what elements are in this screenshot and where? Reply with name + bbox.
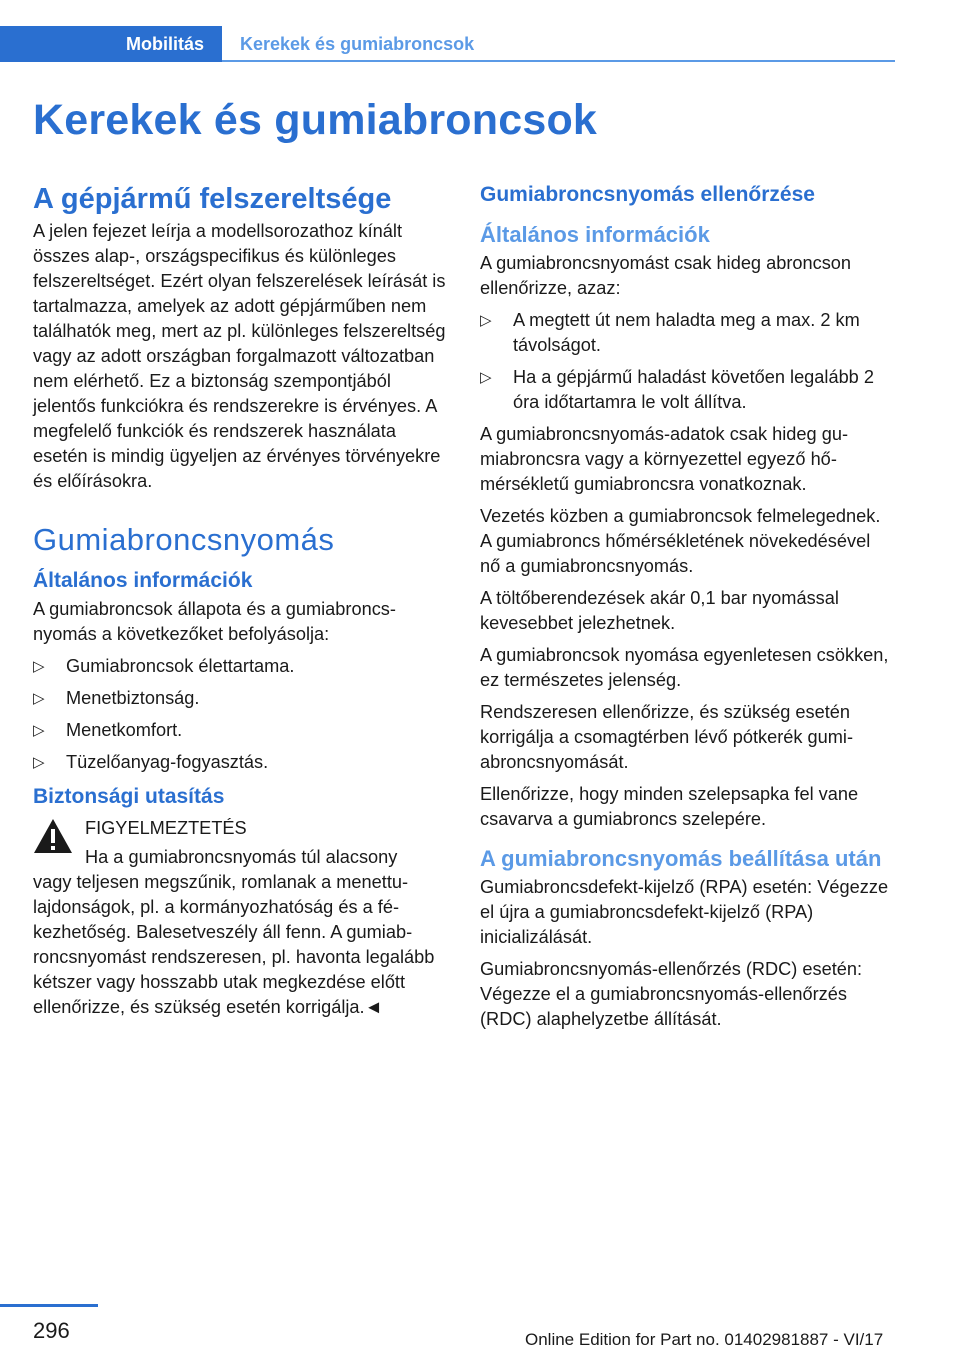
bullet-triangle-icon: ▷: [33, 657, 45, 675]
list-item: [33, 750, 448, 775]
warning-title: FIGYELMEZTETÉS: [85, 818, 247, 839]
warning-text: vagy teljesen megszűnik, romlanak a menettulajdonságok, pl. a kormányozhatóság és a fékezhetőség. Balesetveszély áll fenn. A gumiabroncsnyomást rendszeresen, pl. havonta legalább kétszer vagy hosszabb utak megkezdése előtt ellenőrizze, és szükség esetén korrigálja.◄: [33, 872, 435, 1018]
list-item-text: Tüzelőanyag-fogyasztás.: [66, 751, 269, 772]
bullet-triangle-icon: ▷: [33, 689, 45, 707]
list-item-text: Ha a gépjármű haladást követően legalább 2 óra időtartamra le volt állítva.: [513, 367, 874, 413]
left-column: [33, 180, 448, 1027]
list-item-text: A megtett út nem haladta meg a max. 2 km távolságot.: [513, 310, 860, 356]
paragraph: A töltőberendezések akár 0,1 bar nyomással kevesebbet jelezhetnek.: [480, 588, 839, 634]
list-item-text: Gumiabroncsok élettartama.: [66, 655, 295, 676]
bullet-triangle-icon: ▷: [480, 369, 492, 387]
condition-list: [480, 308, 895, 415]
factor-list: [33, 654, 448, 775]
equipment-heading: A gépjármű felszereltsége: [33, 183, 392, 215]
equipment-text: A jelen fejezet leírja a modellsorozathoz kínált összes alap-, országspecifikus és különleges felszereltséget. Ezért olyan felszerelések leírását is tartalmazza, amelyek az adott gépjárműben nem találhatók meg, mert az pl. különleges felszereltség vagy az adott országban forgalmazott változatban nem elérhető. Ez a biztonság szempontjából jelentős funkciókra és rendszerekre is érvényes. A megfelelő funkciók és rendszerek használata esetén is mindig ügyeljen az érvényes törvényekre és előírásokra.: [33, 221, 446, 492]
after-adjust-text-rpa: Gumiabroncsdefekt-kijelző (RPA) esetén: Végezze el újra a gumiabroncsdefekt-kijelző (RPA) inicializálását.: [480, 877, 889, 948]
page-header: [0, 26, 895, 62]
after-adjust-text-rdc: Gumiabroncsnyomás-ellenőrzés (RDC) esetén: Végezze el a gumiabroncsnyomás-ellenőrzés (RDC) alaphelyzetbe állítását.: [480, 959, 863, 1030]
warning-triangle-icon: [33, 818, 73, 854]
edition-note: Online Edition for Part no. 01402981887 - VI/17: [525, 1330, 884, 1349]
paragraph: Ellenőrizze, hogy minden szelepsapka fel vane csavarva a gumiabroncs szelepére.: [480, 784, 859, 830]
general-info-heading: Általános információk: [33, 569, 253, 593]
paragraph: A gumiabroncsok nyomása egyenletesen csökken, ez természetes jelenség.: [480, 645, 889, 691]
warning-block: [33, 816, 448, 1020]
warning-text-lead: Ha a gumiabroncsnyomás túl alacsony: [85, 847, 398, 868]
list-item-text: Menetkomfort.: [66, 719, 183, 740]
paragraph: Rendszeresen ellenőrizze, és szükség esetén korrigálja a csomagtérben lévő pótkerék gumiabroncsnyomását.: [480, 702, 854, 773]
after-adjust-heading: A gumiabroncsnyomás beállítása után: [480, 846, 882, 872]
list-item: [33, 654, 448, 679]
tire-pressure-heading: Gumiabroncsnyomás: [33, 522, 335, 558]
check-heading: Gumiabroncsnyomás ellenőrzése: [480, 183, 815, 206]
safety-heading: Biztonsági utasítás: [33, 784, 225, 808]
paragraph: A gumiabroncsnyomás-adatok csak hideg gumiabroncsra vagy a környezettel egyező hőmérsékletű gumiabroncsra vonatkoznak.: [480, 424, 849, 495]
bullet-triangle-icon: ▷: [33, 721, 45, 739]
list-item: [33, 718, 448, 743]
chapter-tab[interactable]: Kerekek és gumiabroncsok: [240, 33, 475, 54]
list-item-text: Menetbiztonság.: [66, 687, 200, 708]
page-title: Kerekek és gumiabroncsok: [33, 96, 598, 144]
list-item: [480, 308, 895, 358]
bullet-triangle-icon: ▷: [33, 753, 45, 771]
page-number: 296: [33, 1318, 70, 1343]
intro-text: A gumiabroncsnyomást csak hideg abroncson ellenőrizze, azaz:: [480, 253, 852, 299]
list-item: [33, 686, 448, 711]
footer-rule: [0, 1304, 98, 1307]
bullet-triangle-icon: ▷: [480, 312, 492, 330]
section-tab[interactable]: Mobilitás: [0, 26, 222, 62]
header-rule: [222, 60, 895, 62]
general-info-heading-right: Általános információk: [480, 222, 710, 248]
paragraph: Vezetés közben a gumiabroncsok felmelegednek. A gumiabroncs hőmérsékletének növekedésével nő a gumiabroncsnyomás.: [480, 506, 881, 577]
general-info-text: A gumiabroncsok állapota és a gumiabroncsnyomás a következőket befolyásolja:: [33, 598, 396, 644]
right-column: [480, 180, 895, 1039]
list-item: [480, 365, 895, 415]
